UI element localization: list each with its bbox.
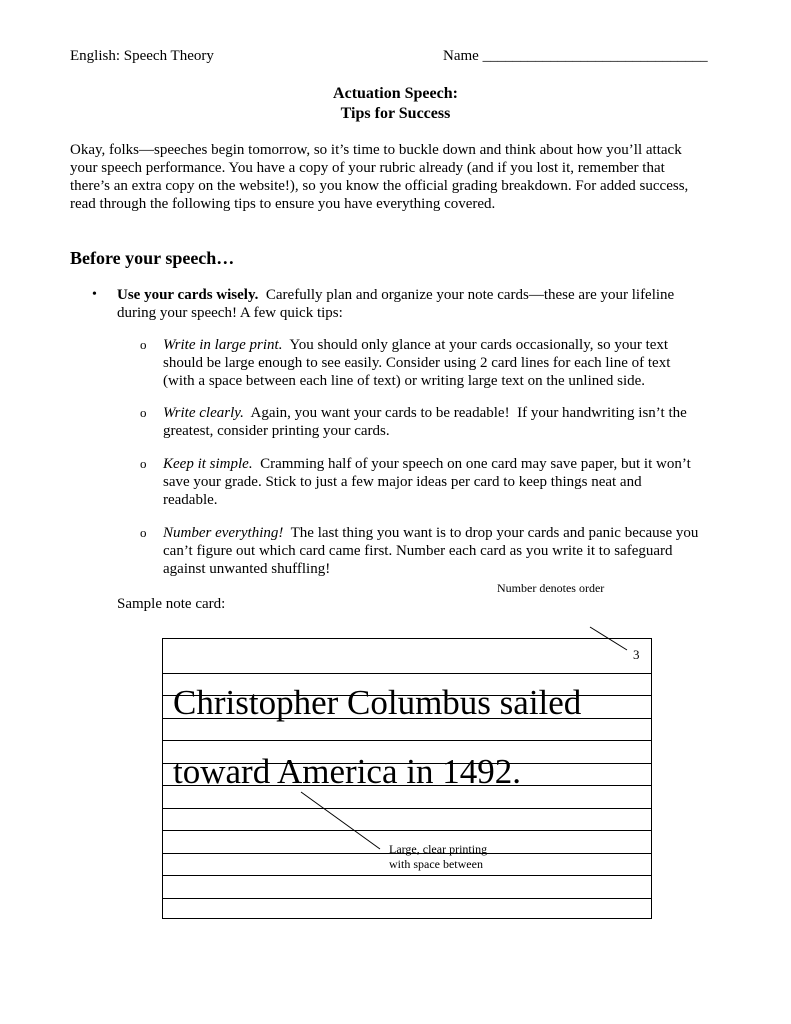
- sample-label: Sample note card:: [117, 596, 226, 612]
- printing-annotation-line: Large, clear printing: [389, 842, 488, 856]
- page-subtitle: Tips for Success: [340, 105, 451, 122]
- subtip-lead: Write in large print.: [163, 337, 283, 353]
- subtip-marker: o: [140, 405, 147, 420]
- subtip-lead: Write clearly.: [163, 405, 244, 421]
- intro-line: Okay, folks—speeches begin tomorrow, so it’s time to buckle down and think about how you’ll attack: [70, 142, 682, 158]
- subtip-line: save your grade. Stick to just a few major ideas per card to keep things neat and: [163, 474, 642, 490]
- subtip-line: greatest, consider printing your cards.: [163, 423, 390, 439]
- subtip-line: against unwanted shuffling!: [163, 561, 331, 577]
- section-heading: Before your speech…: [70, 248, 235, 268]
- page-title: Actuation Speech:: [333, 85, 458, 102]
- name-field-label: Name ______________________________: [443, 48, 708, 64]
- bullet-marker: •: [92, 287, 97, 302]
- subtip-line: readable.: [163, 492, 218, 508]
- subtip-line: (with a space between each line of text) or writing large text on the unlined side.: [163, 373, 646, 389]
- printing-pointer-line: [301, 792, 380, 849]
- subtip-text: You should only glance at your cards occasionally, so your text: [282, 337, 669, 353]
- bullet-text: Carefully plan and organize your note cards—these are your lifeline: [258, 287, 675, 303]
- bullet-lead: Use your cards wisely.: [117, 287, 259, 303]
- number-annotation: Number denotes order: [497, 581, 605, 595]
- card-text-line: Christopher Columbus sailed: [173, 683, 582, 722]
- bullet-line: during your speech! A few quick tips:: [117, 305, 343, 321]
- subtip-text: The last thing you want is to drop your cards and panic because you: [283, 525, 699, 541]
- subtip-marker: o: [140, 456, 147, 471]
- intro-line: read through the following tips to ensure you have everything covered.: [70, 196, 496, 212]
- subtip-lead: Number everything!: [163, 525, 284, 541]
- subtip-line: can’t figure out which card came first. Number each card as you write it to safeguard: [163, 543, 673, 559]
- intro-line: there’s an extra copy on the website!), so you know the official grading breakdown. For added success,: [70, 178, 689, 194]
- subtip-marker: o: [140, 525, 147, 540]
- subtip-text: Cramming half of your speech on one card may save paper, but it won’t: [252, 456, 691, 472]
- subtip-line: should be large enough to see easily. Consider using 2 card lines for each line of text: [163, 355, 671, 371]
- card-text-line: toward America in 1492.: [173, 752, 521, 791]
- subtip-marker: o: [140, 337, 147, 352]
- subtip-text: Again, you want your cards to be readable! If your handwriting isn’t the: [243, 405, 687, 421]
- subtip-lead: Keep it simple.: [163, 456, 253, 472]
- intro-line: your speech performance. You have a copy of your rubric already (and if you lost it, remember that: [70, 160, 665, 176]
- course-title: English: Speech Theory: [70, 48, 214, 64]
- printing-annotation-line: with space between: [389, 857, 483, 871]
- card-number: 3: [633, 647, 640, 662]
- number-pointer-line: [590, 627, 627, 650]
